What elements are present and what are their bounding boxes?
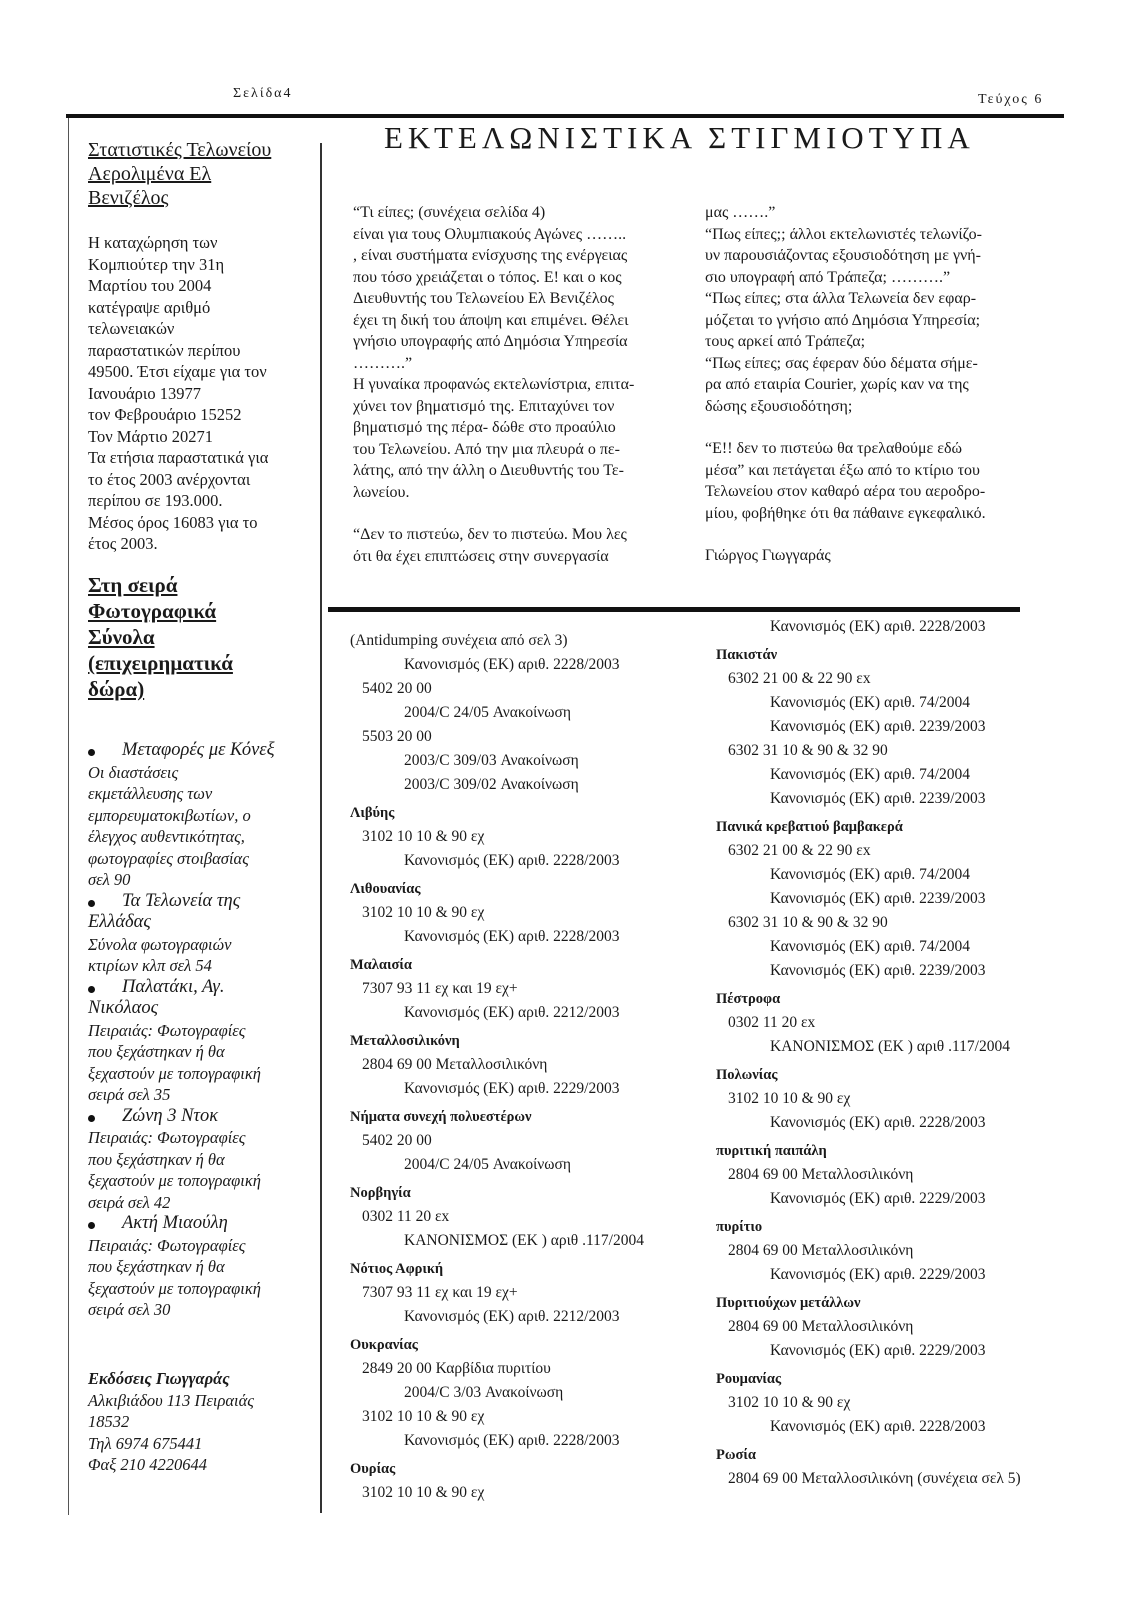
series-item-title: Μεταφορές με Κόνεξ [122,740,275,760]
left-frame-rule [68,118,69,1515]
list-cat: Ουρίας [350,1461,396,1477]
bullet-dot [88,900,95,907]
series-item-title-cont: Νικόλαος [88,998,159,1018]
article-line: σιο υπογραφή από Τράπεζα; ……….” [705,268,951,286]
list-ref: Κανονισμός (ΕΚ) αριθ. 74/2004 [770,766,970,783]
list-cat: Ρωσία [716,1447,756,1463]
list-ref: Κανονισμός (ΕΚ) αριθ. 2228/2003 [404,1432,620,1449]
article-line: “Τι είπες; (συνέχεια σελίδα 4) [353,204,546,221]
article-line: μόζεται το γνήσιο από Δημόσια Υπηρεσία; [705,311,981,329]
series-item-line: σειρά σελ 30 [88,1300,171,1319]
stats-line: παραστατικών περίπου [88,340,241,360]
article-line: “Δεν το πιστεύω, δεν το πιστεύω. Μου λες [353,526,627,543]
list-cat: Μαλαισία [350,957,412,973]
bullet-dot [88,749,95,756]
series-section [88,572,310,702]
stats-text [88,232,310,555]
article-line: δώσης εξουσιοδότηση; [705,397,853,415]
article-line: Γιώργος Γιωγγαράς [705,547,831,564]
article-line: του Τελωνείου. Από την μια πλευρά ο πε- [353,440,620,458]
stats-line: Μαρτίου του 2004 [88,276,212,295]
series-item-line: που ξεχάστηκαν ή θα [88,1149,225,1169]
stats-line: το έτος 2003 ανέρχονται [88,469,251,489]
list-ref: Κανονισμός (ΕΚ) αριθ. 2228/2003 [770,1418,986,1435]
stats-line: 49500. Έτσι είχαμε για τον [88,362,267,381]
list-cat: Πανικά κρεβατιού βαμβακερά [716,819,903,835]
list-cat: Ουκρανίας [350,1337,418,1353]
article-column-1 [353,202,683,567]
article-line: Διευθυντής του Τελωνείου Ελ Βενιζέλος [353,290,615,307]
list-code: 3102 10 10 & 90 εχ [362,1408,485,1425]
antidumping-list-left [350,629,690,1505]
publisher-phone: Τηλ 6974 675441 [88,1433,203,1453]
stats-line: Τον Μάρτιο 20271 [88,426,214,446]
article-line: γνήσιο υπογραφής από Δημόσια Υπηρεσία [353,333,628,350]
article-line: υν παρουσιάζοντας εξουσιοδότηση με γνή- [705,247,981,264]
antidumping-list-right [716,615,1056,1491]
list-ref: Κανονισμός (ΕΚ) αριθ. 2228/2003 [404,852,620,869]
article-line: λάτης, από την άλλη ο Διευθυντής του Τε- [353,462,624,479]
article-title: ΕΚΤΕΛΩΝΙΣΤΙΚΑ ΣΤΙΓΜΙΟΤΥΠΑ [384,120,975,155]
publisher-postcode: 18532 [88,1412,130,1431]
stats-line: Ιανουάριο 13977 [88,383,201,403]
list-ref: Κανονισμός (ΕΚ) αριθ. 2229/2003 [770,1190,986,1207]
series-list [88,740,313,1321]
list-ref: Κανονισμός (ΕΚ) αριθ. 74/2004 [770,866,970,883]
stats-line: Τα ετήσια παραστατικά για [88,448,269,467]
sidebar-divider [320,143,322,1513]
stats-line: Η καταχώρηση των [88,233,218,252]
series-item-line: ξεχαστούν με τοπογραφική [88,1171,261,1190]
list-code: 6302 21 00 & 22 90 εx [728,670,871,687]
stats-heading [88,138,310,210]
list-code: 3102 10 10 & 90 εχ [362,828,485,845]
list-code: 2804 69 00 Μεταλλοσιλικόνη [728,1166,914,1183]
paragraph-gap [705,417,1045,438]
list-ref: ΚΑΝΟΝΙΣΜΟΣ (ΕΚ ) αριθ .117/2004 [404,1232,644,1249]
publisher-address: Αλκιβιάδου 113 Πειραιάς [88,1390,254,1410]
stats-heading-line: Αερολιμένα Ελ [88,163,212,185]
list-cat: Νορβηγία [350,1185,411,1201]
list-cat: Πυριτιούχων μετάλλων [716,1295,861,1311]
stats-line: τον Φεβρουάριο 15252 [88,405,242,424]
article-line: λωνείου. [353,483,410,501]
list-ref: 2003/C 309/03 Ανακοίνωση [404,752,579,769]
article-line: μίου, φοβήθηκε ότι θα πάθαινε εγκεφαλικό. [705,504,986,522]
list-ref: Κανονισμός (ΕΚ) αριθ. 2229/2003 [404,1080,620,1097]
series-item-line: Οι διαστάσεις [88,762,179,782]
list-code: 7307 93 11 εχ και 19 εχ+ [362,1284,518,1301]
paragraph-gap [705,524,1045,545]
series-item-line: Πειραιάς: Φωτογραφίες [88,1235,246,1255]
list-ref: 2003/C 309/02 Ανακοίνωση [404,776,579,793]
series-item [88,740,313,891]
series-item-title: Ακτή Μιαούλη [122,1213,228,1233]
list-intro: (Antidumping συνέχεια από σελ 3) [350,632,568,649]
list-ref: Κανονισμός (ΕΚ) αριθ. 2229/2003 [770,1266,986,1283]
list-ref: Κανονισμός (ΕΚ) αριθ. 2228/2003 [404,656,620,673]
page-number: Σελίδα4 [233,86,293,101]
list-ref: 2004/C 24/05 Ανακοίνωση [404,1156,571,1173]
series-item-title: Τα Τελωνεία της [122,890,241,911]
list-code: 3102 10 10 & 90 εχ [362,904,485,921]
stats-line: Κομπιούτερ την 31η [88,254,225,274]
series-item-line: έλεγχος αυθεντικότητας, [88,827,245,846]
series-heading-line: Φωτογραφικά [88,599,217,623]
list-ref: Κανονισμός (ΕΚ) αριθ. 2228/2003 [770,1114,986,1131]
series-item-line: εκμετάλλευσης των [88,784,213,803]
series-item-line: κτιρίων κλπ σελ 54 [88,956,212,975]
article-line: μας …….” [705,204,776,221]
article-line: “Πως είπες;; άλλοι εκτελωνιστές τελωνίζο- [705,225,982,243]
section-rule [328,607,1020,612]
list-code: 0302 11 20 εx [728,1014,816,1031]
top-rule [66,114,1064,118]
article-line: που τόσο χρειάζεται ο τόπος. Ε! και ο κος [353,268,622,286]
series-item-title-cont: Ελλάδας [88,912,151,932]
series-item-line: ξεχαστούν με τοπογραφική [88,1278,261,1298]
list-code: 3102 10 10 & 90 εχ [728,1394,851,1411]
list-code: 6302 31 10 & 90 & 32 90 [728,914,888,931]
list-cat: Πακιστάν [716,647,778,663]
list-ref: Κανονισμός (ΕΚ) αριθ. 2239/2003 [770,718,986,735]
list-ref: Κανονισμός (ΕΚ) αριθ. 2228/2003 [770,618,986,635]
list-cat: Λιβύης [350,805,395,821]
article-line: ρα από εταιρία Courier, χωρίς καν να της [705,376,969,393]
list-ref: Κανονισμός (ΕΚ) αριθ. 2212/2003 [404,1308,620,1325]
series-item-line: σειρά σελ 35 [88,1085,171,1104]
series-item-line: που ξεχάστηκαν ή θα [88,1257,225,1276]
list-ref: Κανονισμός (ΕΚ) αριθ. 2228/2003 [404,928,620,945]
list-code: 3102 10 10 & 90 εχ [362,1484,485,1501]
list-code: 2804 69 00 Μεταλλοσιλικόνη [362,1056,548,1073]
bullet-dot [88,1222,95,1229]
series-item [88,1213,313,1321]
publisher-block [88,1368,313,1476]
bullet-dot [88,986,95,993]
series-item-title: Παλατάκι, Αγ. [122,976,225,997]
article-line: τους αρκεί από Τράπεζα; [705,333,866,350]
series-item-line: ξεχαστούν με τοπογραφική [88,1063,261,1083]
article-line: “Πως είπες; στα άλλα Τελωνεία δεν εφαρ- [705,290,977,307]
series-item-line: Πειραιάς: Φωτογραφίες [88,1128,246,1147]
list-cat: πυριτική παιπάλη [716,1143,827,1159]
list-ref: ΚΑΝΟΝΙΣΜΟΣ (ΕΚ ) αριθ .117/2004 [770,1038,1010,1055]
stats-heading-line: Στατιστικές Τελωνείου [88,139,272,161]
article-line: ότι θα έχει επιπτώσεις στην συνεργασία [353,547,609,565]
series-item-line: σελ 90 [88,870,131,889]
paragraph-gap [353,503,683,524]
list-ref: Κανονισμός (ΕΚ) αριθ. 74/2004 [770,938,970,955]
series-heading [88,572,310,702]
list-ref: Κανονισμός (ΕΚ) αριθ. 2239/2003 [770,962,986,979]
list-code: 5402 20 00 [362,1132,432,1149]
list-ref: Κανονισμός (ΕΚ) αριθ. 2239/2003 [770,790,986,807]
list-cat: Μεταλλοσιλικόνη [350,1033,460,1049]
article-line: βηματισμό της πέρα- δώθε στο προαύλιο [353,419,616,436]
stats-line: Μέσος όρος 16083 για το [88,512,258,532]
list-ref: Κανονισμός (ΕΚ) αριθ. 2212/2003 [404,1004,620,1021]
list-code: 6302 31 10 & 90 & 32 90 [728,742,888,759]
list-cat: Πολωνίας [716,1067,778,1083]
series-heading-line: Σύνολα [88,625,155,649]
article-line: Η γυναίκα προφανώς εκτελωνίστρια, επιτα- [353,376,635,393]
series-item-line: Σύνολα φωτογραφιών [88,934,232,954]
series-heading-line: δώρα) [88,677,145,701]
list-code: 2849 20 00 Καρβίδια πυριτίου [362,1360,551,1377]
article-line: είναι για τους Ολυμπιακούς Αγώνες …….. [353,225,627,243]
article-column-2 [705,202,1045,567]
article-line: έχει τη δική του άποψη και επιμένει. Θέλει [353,311,629,329]
article-line: μέσα” και πετάγεται έξω από το κτίριο του [705,461,980,479]
list-code: 0302 11 20 εx [362,1208,450,1225]
series-item-line: Πειραιάς: Φωτογραφίες [88,1020,246,1040]
list-cat: Πέστροφα [716,991,781,1007]
stats-line: έτος 2003. [88,534,158,553]
article-line: “Ε!! δεν το πιστεύω θα τρελαθούμε εδώ [705,440,963,457]
stats-section [88,138,310,555]
publisher-fax: Φαξ 210 4220644 [88,1455,208,1474]
series-heading-line: (επιχειρηματικά [88,651,233,675]
article-line: , είναι συστήματα ενίσχυσης της ενέργειας [353,247,628,264]
list-cat: Νότιος Αφρική [350,1261,444,1277]
list-ref: Κανονισμός (ΕΚ) αριθ. 74/2004 [770,694,970,711]
list-code: 7307 93 11 εχ και 19 εχ+ [362,980,518,997]
list-ref: 2004/C 24/05 Ανακοίνωση [404,704,571,721]
series-item [88,891,313,977]
series-item-title: Ζώνη 3 Ντοκ [122,1105,219,1126]
list-code: 6302 21 00 & 22 90 εx [728,842,871,859]
series-item-line: που ξεχάστηκαν ή θα [88,1042,225,1061]
list-cat: Νήματα συνεχή πολυεστέρων [350,1109,532,1125]
list-code: 2804 69 00 Μεταλλοσιλικόνη (συνέχεια σελ 5) [728,1470,1021,1487]
list-ref: Κανονισμός (ΕΚ) αριθ. 2229/2003 [770,1342,986,1359]
series-item [88,1106,313,1214]
list-code: 3102 10 10 & 90 εχ [728,1090,851,1107]
article-line: “Πως είπες; σας έφεραν δύο δέματα σήμε- [705,354,978,372]
article-line: χύνει τον βηματισμό της. Επιταχύνει τον [353,397,615,415]
list-cat: Ρουμανίας [716,1371,782,1387]
article-line: ……….” [353,354,413,372]
list-code: 2804 69 00 Μεταλλοσιλικόνη [728,1242,914,1259]
issue-number: Τεύχος 6 [978,92,1044,107]
series-item-line: φωτογραφίες στοιβασίας [88,848,249,868]
series-item [88,977,313,1106]
list-code: 2804 69 00 Μεταλλοσιλικόνη [728,1318,914,1335]
list-ref: 2004/C 3/03 Ανακοίνωση [404,1384,564,1401]
list-ref: Κανονισμός (ΕΚ) αριθ. 2239/2003 [770,890,986,907]
stats-line: κατέγραψε αριθμό [88,297,211,317]
series-item-line: εμπορευματοκιβωτίων, ο [88,805,251,825]
list-code: 5503 20 00 [362,728,432,745]
list-code: 5402 20 00 [362,680,432,697]
list-cat: πυρίτιο [716,1219,763,1235]
article-line: Τελωνείου στον καθαρό αέρα του αεροδρο- [705,483,986,500]
series-heading-line: Στη σειρά [88,573,178,597]
publisher-name: Εκδόσεις Γιωγγαράς [88,1369,230,1388]
stats-heading-line: Βενιζέλος [88,187,169,209]
bullet-dot [88,1115,95,1122]
stats-line: τελωνειακών [88,319,175,338]
stats-line: περίπου σε 193.000. [88,491,223,510]
series-item-line: σειρά σελ 42 [88,1192,171,1212]
list-cat: Λιθουανίας [350,881,421,897]
